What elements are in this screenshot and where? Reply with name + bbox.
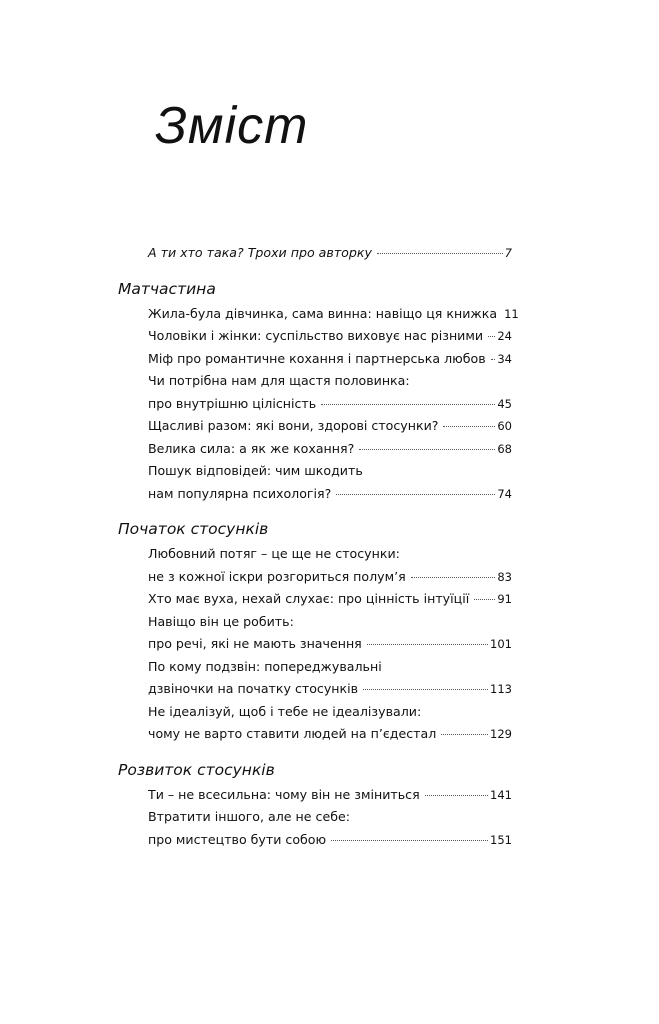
entry-title-text: не з кожної іскри розгориться полум’я — [148, 568, 406, 584]
entry-title-text: А ти хто така? Трохи про авторку — [148, 245, 372, 260]
toc-entry-line — [118, 348, 512, 371]
dot-leader — [488, 336, 495, 337]
toc-entry-line — [118, 784, 512, 807]
section-heading: Матчастина — [118, 279, 216, 298]
toc-entry-line — [118, 633, 512, 656]
entry-title-text: про речі, які не мають значення — [148, 636, 362, 651]
toc-entry-line — [118, 438, 512, 461]
section-heading: Розвиток стосунків — [118, 760, 275, 779]
toc-entry[interactable] — [118, 303, 519, 326]
toc-entry-line — [118, 656, 512, 679]
page-number: 45 — [497, 396, 512, 411]
dot-leader — [474, 599, 495, 600]
toc-entry[interactable] — [118, 588, 512, 611]
dot-leader — [363, 689, 488, 690]
toc-entry-line — [118, 678, 512, 701]
entry-title-text: Міф про романтичне кохання і партнерська любов — [148, 350, 486, 366]
page-number: 113 — [490, 682, 512, 696]
dot-leader — [377, 253, 503, 254]
page-number: 129 — [490, 727, 512, 741]
dot-leader — [411, 577, 496, 578]
entry-title-text: чому не варто ставити людей на п’єдестал — [148, 726, 437, 741]
toc-entry-line — [118, 723, 512, 746]
toc-entry-line — [118, 325, 512, 348]
toc-section — [118, 516, 512, 746]
entry-title-text: про внутрішню цілісність — [148, 395, 317, 411]
toc-entry[interactable] — [118, 438, 512, 461]
toc-entry-line — [118, 806, 512, 829]
toc-entry-line — [118, 303, 519, 326]
entry-title-text: Любовний потяг – це ще не стосунки: — [148, 546, 400, 561]
dot-leader — [331, 840, 488, 841]
toc-entry[interactable] — [118, 370, 512, 415]
toc-entry[interactable] — [118, 460, 512, 505]
page-number: 11 — [504, 306, 519, 321]
toc-entry-line — [118, 242, 512, 265]
toc-entry[interactable] — [118, 784, 512, 807]
toc-entry-line — [118, 483, 512, 506]
dot-leader — [336, 494, 495, 495]
entry-title-text: Чи потрібна нам для щастя половинка: — [148, 373, 410, 388]
toc-entry[interactable] — [118, 701, 512, 746]
toc-entry[interactable] — [118, 348, 512, 371]
toc-entry[interactable] — [118, 415, 512, 438]
page-number: 60 — [497, 419, 512, 433]
page-number: 141 — [490, 787, 512, 802]
entry-title-text: Навіщо він це робить: — [148, 613, 294, 629]
toc-entry-line — [118, 566, 512, 589]
toc-entry-line — [118, 460, 512, 483]
toc-entry[interactable] — [118, 806, 512, 851]
toc-entry-line — [118, 370, 512, 393]
table-of-contents — [118, 242, 519, 851]
toc-entry[interactable] — [118, 242, 512, 265]
entry-title-text: про мистецтво бути собою — [148, 831, 327, 847]
toc-entry-line — [118, 829, 512, 852]
entry-title-text: Не ідеалізуй, щоб і тебе не ідеалізували: — [148, 703, 422, 719]
dot-leader — [443, 426, 495, 427]
toc-section — [118, 757, 512, 852]
toc-entry-line — [118, 543, 512, 566]
entry-title-text: Велика сила: а як же кохання? — [148, 440, 355, 456]
toc-entry-line — [118, 701, 512, 724]
entry-title-text: Пошук відповідей: чим шкодить — [148, 463, 363, 478]
dot-leader — [359, 449, 495, 450]
page-number: 101 — [490, 637, 512, 651]
toc-entry[interactable] — [118, 543, 512, 588]
dot-leader — [321, 404, 495, 405]
toc-entry-line — [118, 588, 512, 611]
toc-entry[interactable] — [118, 611, 512, 656]
page-number: 83 — [497, 569, 512, 584]
entry-title-text: Жила-була дівчинка, сама винна: навіщо ця книжка — [148, 305, 498, 321]
page-number: 151 — [490, 832, 512, 847]
dot-leader — [425, 795, 488, 796]
toc-entry-line — [118, 415, 512, 438]
toc-entry[interactable] — [118, 656, 512, 701]
entry-title-text: Ти – не всесильна: чому він не зміниться — [148, 786, 420, 802]
toc-entry-line — [118, 393, 512, 416]
toc-entry-line — [118, 611, 512, 634]
entry-title-text: нам популярна психологія? — [148, 485, 332, 501]
toc-section — [118, 276, 519, 506]
entry-title-text: Хто має вуха, нехай слухає: про цінність інтуїції — [148, 591, 470, 606]
page-number: 74 — [497, 486, 512, 501]
page-number: 24 — [497, 329, 512, 343]
dot-leader — [441, 734, 488, 735]
entry-title-text: По кому подзвін: попереджувальні — [148, 658, 382, 674]
page-title: Зміст — [155, 97, 309, 155]
page-number: 68 — [497, 441, 512, 456]
page-number: 34 — [497, 351, 512, 366]
entry-title-text: Чоловіки і жінки: суспільство виховує нас різними — [148, 328, 484, 343]
page-number: 91 — [497, 592, 512, 606]
entry-title-text: Втратити іншого, але не себе: — [148, 809, 350, 824]
toc-entry[interactable] — [118, 325, 512, 348]
dot-leader — [491, 359, 496, 360]
section-heading: Початок стосунків — [118, 520, 269, 538]
page-number: 7 — [504, 246, 512, 260]
entry-title-text: Щасливі разом: які вони, здорові стосунки? — [148, 418, 439, 433]
entry-title-text: дзвіночки на початку стосунків — [148, 681, 359, 696]
dot-leader — [367, 644, 488, 645]
